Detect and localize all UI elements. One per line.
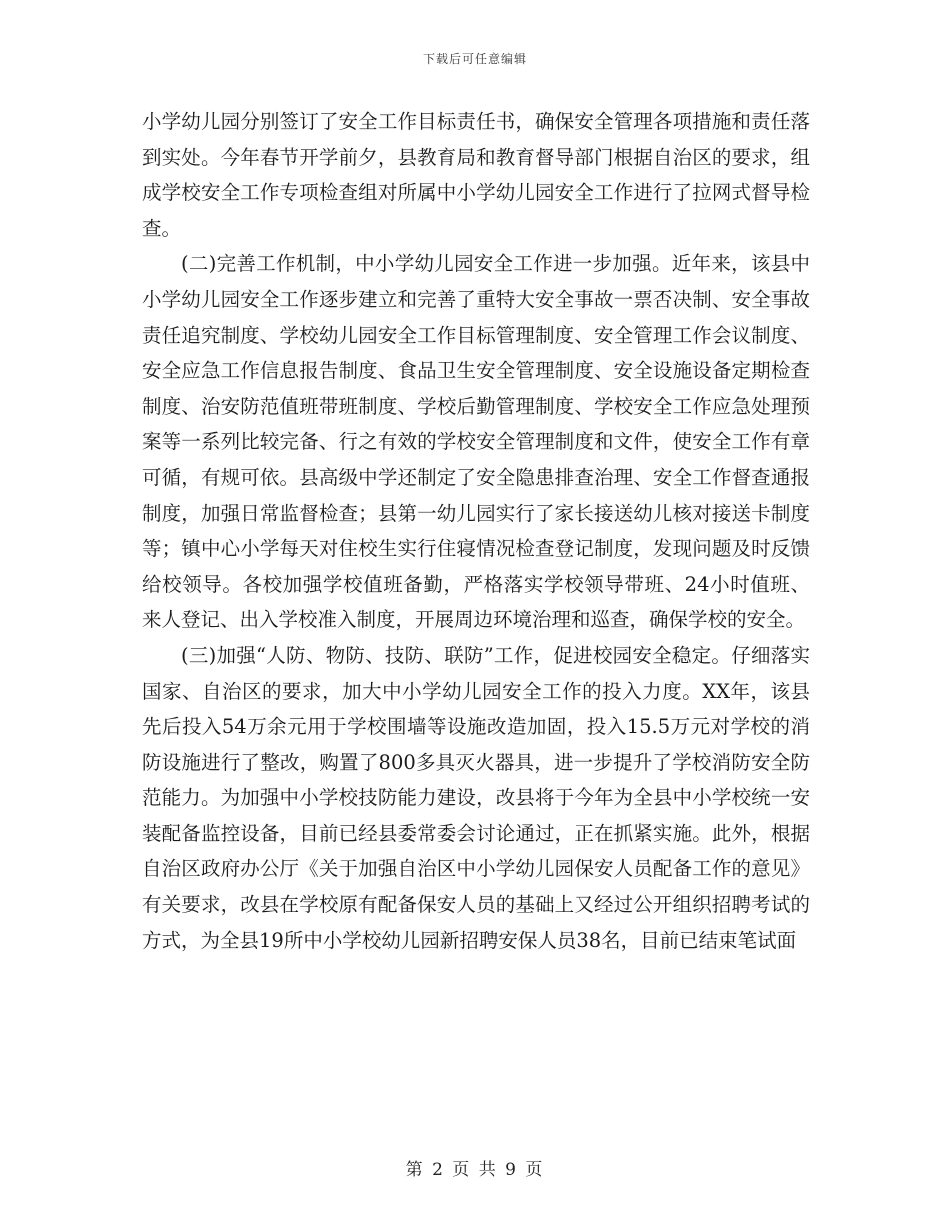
paragraph-security-measures: (三)加强“人防、物防、技防、联防”工作，促进校园安全稳定。仔细落实国家、自治区的要求，加大中小学幼儿园安全工作的投入力度。XX年，该县先后投入54万余元用于学校围墙等设施改造加固，投入15.5万元对学校的消防设施进行了整改，购置了800多具灭火器具，进一步提升了学校消防安全防范能力。为加强中小学校技防能力建设，改县将于今年为全县中小学校统一安装配备监控设备，目前已经县委常委会讨论通过，正在抓紧实施。此外，根据自治区政府办公厅《关于加强自治区中小学幼儿园保安人员配备工作的意见》有关要求，改县在学校原有配备保安人员的基础上又经过公开组织招聘考试的方式，为全县19所中小学校幼儿园新招聘安保人员38名，目前已结束笔试面 xyxy=(142,643,810,952)
paragraph-continuation: 小学幼儿园分别签订了安全工作目标责任书，确保安全管理各项措施和责任落到实处。今年春节开学前夕，县教育局和教育督导部门根据自治区的要求，组成学校安全工作专项检查组对所属中小学幼儿园安全工作进行了拉网式督导检查。 xyxy=(142,110,810,240)
paragraph-work-mechanism: (二)完善工作机制，中小学幼儿园安全工作进一步加强。近年来，该县中小学幼儿园安全工作逐步建立和完善了重特大安全事故一票否决制、安全事故责任追究制度、学校幼儿园安全工作目标管理制度、安全管理工作会议制度、安全应急工作信息报告制度、食品卫生安全管理制度、安全设施设备定期检查制度、治安防范值班带班制度、学校后勤管理制度、学校安全工作应急处理预案等一系列比较完备、行之有效的学校安全管理制度和文件，使安全工作有章可循，有规可依。县高级中学还制定了安全隐患排查治理、安全工作督查通报制度，加强日常监督检查；县第一幼儿园实行了家长接送幼儿核对接送卡制度等；镇中心小学每天对住校生实行住寝情况检查登记制度，发现问题及时反馈给校领导。各校加强学校值班备勤，严格落实学校领导带班、24小时值班、来人登记、出入学校准入制度，开展周边环境治理和巡查，确保学校的安全。 xyxy=(142,252,810,632)
page-header: 下载后可任意编辑 xyxy=(422,52,527,66)
document-body xyxy=(142,104,810,958)
page-number: 第 2 页 共 9 页 xyxy=(405,1160,545,1180)
